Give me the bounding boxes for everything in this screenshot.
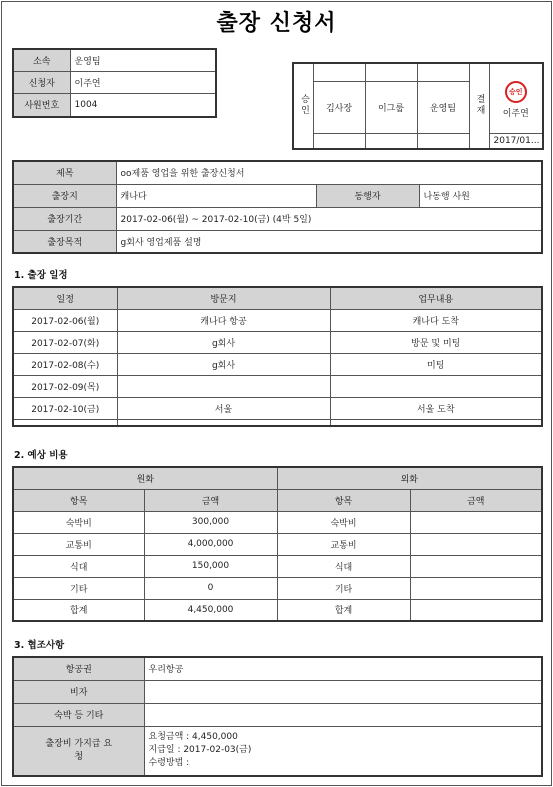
schedule-task — [330, 375, 542, 397]
settle-date: 2017/01... — [489, 133, 543, 149]
dept-value: 운영팀 — [70, 49, 216, 71]
foreign-item-header: 항목 — [277, 489, 410, 511]
won-header: 원화 — [13, 467, 277, 489]
settle-name: 이주연 — [502, 109, 529, 120]
schedule-empty-cell — [117, 419, 330, 426]
coop-table — [12, 656, 543, 777]
won-amount: 4,000,000 — [144, 533, 277, 555]
lodging-value — [144, 703, 542, 726]
advance-label: 출장비 가지급 요청 — [13, 726, 144, 776]
table-row — [13, 397, 542, 419]
empno-value: 1004 — [70, 93, 216, 117]
cost-table — [12, 466, 543, 622]
foreign-amount — [410, 599, 542, 621]
foreign-item: 교통비 — [277, 533, 410, 555]
schedule-empty-cell — [13, 419, 117, 426]
approver-sign-2 — [365, 63, 417, 81]
won-item: 합계 — [13, 599, 144, 621]
schedule-date: 2017-02-07(화) — [13, 331, 117, 353]
foreign-item: 숙박비 — [277, 511, 410, 533]
approved-stamp-icon: 승인 — [505, 81, 527, 103]
companion-value: 나동행 사원 — [419, 184, 542, 207]
schedule-task: 방문 및 미팅 — [330, 331, 542, 353]
won-item: 숙박비 — [13, 511, 144, 533]
approver-date-2 — [365, 133, 417, 149]
applicant-info-table — [12, 48, 217, 118]
subject-label: 제목 — [13, 161, 116, 184]
schedule-header-date: 일정 — [13, 287, 117, 309]
schedule-empty-cell — [330, 419, 542, 426]
cost-heading: 2. 예상 비용 — [14, 450, 68, 461]
schedule-place: 서울 — [117, 397, 330, 419]
foreign-header: 외화 — [277, 467, 542, 489]
table-row — [13, 309, 542, 331]
purpose-value: g회사 영업제품 설명 — [116, 230, 542, 253]
foreign-item: 식대 — [277, 555, 410, 577]
period-label: 출장기간 — [13, 207, 116, 230]
dept-label: 소속 — [13, 49, 70, 71]
table-row — [13, 353, 542, 375]
subject-value: oo제품 영업을 위한 출장신청서 — [116, 161, 542, 184]
approver-name-2: 이그룹 — [365, 81, 417, 133]
foreign-amount-header: 금액 — [410, 489, 542, 511]
schedule-place — [117, 375, 330, 397]
schedule-place: g회사 — [117, 353, 330, 375]
won-amount: 4,450,000 — [144, 599, 277, 621]
schedule-date: 2017-02-08(수) — [13, 353, 117, 375]
foreign-amount — [410, 555, 542, 577]
schedule-place: g회사 — [117, 331, 330, 353]
summary-table — [12, 160, 543, 254]
approver-sign-3 — [417, 63, 469, 81]
table-row — [13, 577, 542, 599]
schedule-table — [12, 286, 543, 427]
won-amount: 150,000 — [144, 555, 277, 577]
won-item-header: 항목 — [13, 489, 144, 511]
foreign-amount — [410, 533, 542, 555]
schedule-task: 미팅 — [330, 353, 542, 375]
lodging-label: 숙박 등 기타 — [13, 703, 144, 726]
won-item: 기타 — [13, 577, 144, 599]
won-amount-header: 금액 — [144, 489, 277, 511]
foreign-amount — [410, 577, 542, 599]
advance-method: 수령방법 : — [148, 758, 190, 769]
approver-name-1: 김사장 — [313, 81, 365, 133]
schedule-date: 2017-02-10(금) — [13, 397, 117, 419]
airline-value: 우리항공 — [144, 657, 542, 680]
destination-value: 캐나다 — [116, 184, 316, 207]
approval-table — [292, 62, 544, 150]
advance-date: 지급일 : 2017-02-03(금) — [148, 745, 252, 756]
table-row — [13, 511, 542, 533]
document-title: 출장 신청서 — [216, 11, 337, 36]
table-row — [13, 331, 542, 353]
schedule-header-place: 방문지 — [117, 287, 330, 309]
won-item: 식대 — [13, 555, 144, 577]
settle-label: 결재 — [469, 63, 489, 149]
schedule-date: 2017-02-09(목) — [13, 375, 117, 397]
table-row — [13, 419, 542, 426]
advance-amount: 요청금액 : 4,450,000 — [148, 732, 238, 743]
destination-label: 출장지 — [13, 184, 116, 207]
won-amount: 0 — [144, 577, 277, 599]
approver-date-3 — [417, 133, 469, 149]
applicant-label: 신청자 — [13, 71, 70, 93]
schedule-task: 서울 도착 — [330, 397, 542, 419]
table-row — [13, 555, 542, 577]
period-value: 2017-02-06(월) ~ 2017-02-10(금) (4박 5일) — [116, 207, 542, 230]
settle-cell — [489, 63, 543, 133]
foreign-item: 기타 — [277, 577, 410, 599]
approve-label: 승인 — [293, 63, 313, 149]
table-row — [13, 533, 542, 555]
schedule-task: 캐나다 도착 — [330, 309, 542, 331]
approver-date-1 — [313, 133, 365, 149]
empno-label: 사원번호 — [13, 93, 70, 117]
schedule-header-task: 업무내용 — [330, 287, 542, 309]
applicant-value: 이주연 — [70, 71, 216, 93]
won-amount: 300,000 — [144, 511, 277, 533]
visa-label: 비자 — [13, 680, 144, 703]
companion-label: 동행자 — [316, 184, 419, 207]
table-row — [13, 599, 542, 621]
visa-value — [144, 680, 542, 703]
approver-sign-1 — [313, 63, 365, 81]
foreign-item: 합계 — [277, 599, 410, 621]
schedule-heading: 1. 출장 일정 — [14, 270, 68, 281]
foreign-amount — [410, 511, 542, 533]
advance-value — [144, 726, 542, 776]
purpose-label: 출장목적 — [13, 230, 116, 253]
coop-heading: 3. 협조사항 — [14, 640, 65, 651]
approver-name-3: 운영팀 — [417, 81, 469, 133]
schedule-place: 캐나다 항공 — [117, 309, 330, 331]
schedule-date: 2017-02-06(월) — [13, 309, 117, 331]
table-row — [13, 375, 542, 397]
airline-label: 항공권 — [13, 657, 144, 680]
won-item: 교통비 — [13, 533, 144, 555]
